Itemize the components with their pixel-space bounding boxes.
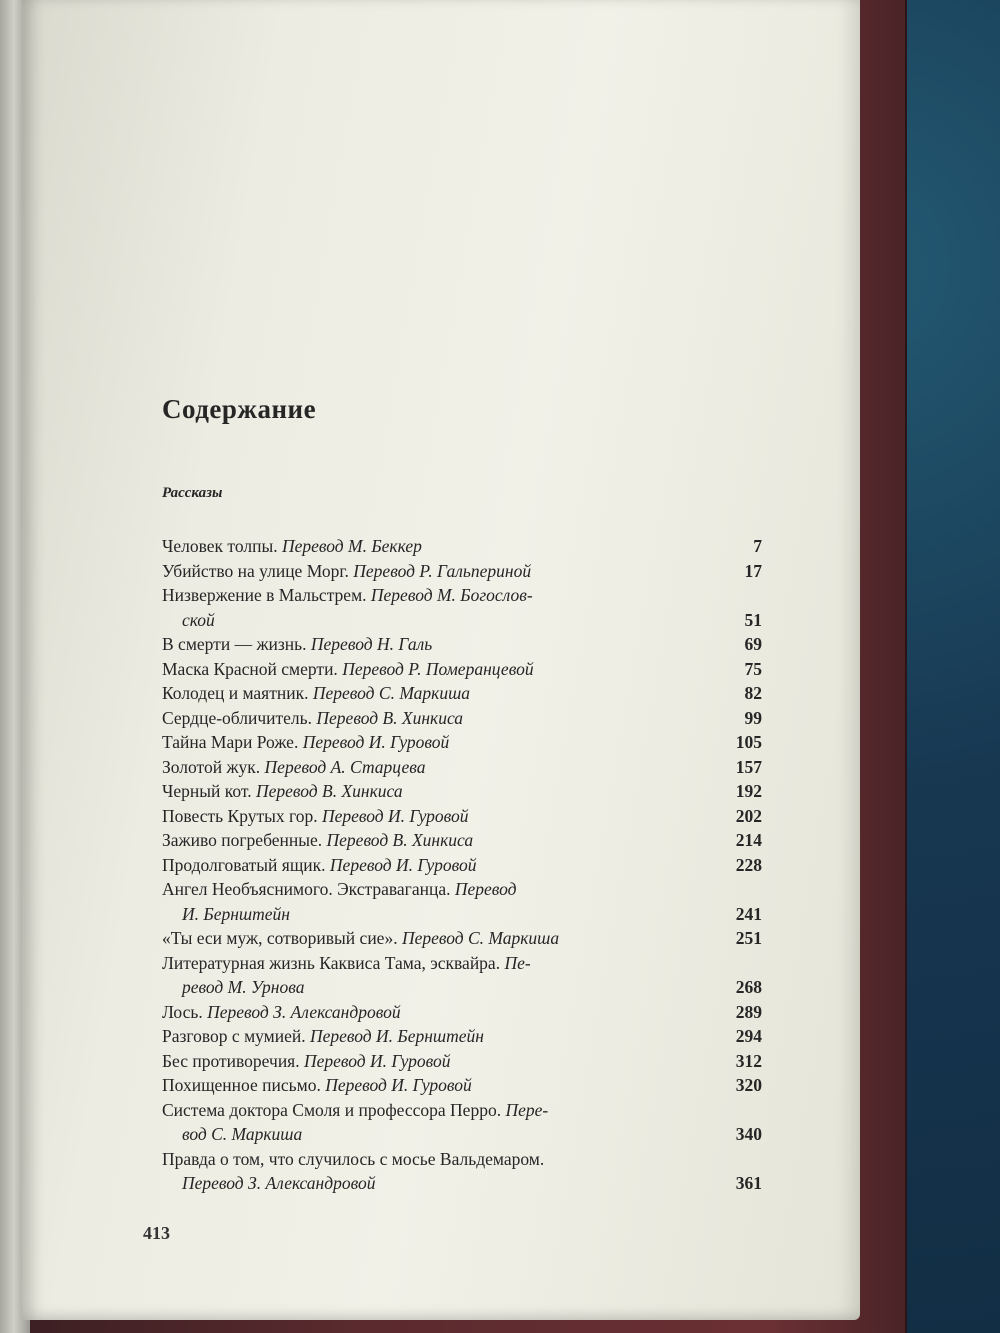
toc-entry-title: Разговор с мумией. — [162, 1026, 306, 1046]
toc-entry-text — [162, 828, 712, 853]
toc-entry — [162, 583, 762, 632]
toc-entry-title: В смерти — жизнь. — [162, 634, 307, 654]
toc-entry — [162, 877, 762, 926]
toc-entry-page: 192 — [735, 781, 762, 801]
toc-entry-title: Черный кот. — [162, 781, 252, 801]
toc-entry-translator: Перевод С. Маркиша — [312, 683, 471, 703]
book-page — [22, 0, 860, 1320]
toc-entry — [162, 853, 762, 878]
toc-entry — [162, 632, 762, 657]
toc-entry — [162, 534, 762, 559]
toc-entry-page: 51 — [744, 609, 762, 630]
toc-entry-continuation: Перевод З. Александровой — [182, 1173, 376, 1193]
section-title: Рассказы — [162, 485, 223, 501]
toc-entry-text — [162, 1098, 712, 1147]
toc-entry-page: 202 — [735, 805, 762, 826]
toc-entry-page: 69 — [744, 634, 762, 654]
toc-entry — [162, 951, 762, 1000]
toc-entry-text — [162, 632, 712, 657]
toc-entry-page: 99 — [744, 707, 762, 728]
toc-entry-text — [162, 804, 712, 829]
toc-entry-title: Золотой жук. — [162, 756, 261, 777]
toc-entry — [162, 706, 762, 731]
toc-entry-page: 340 — [735, 1124, 762, 1144]
toc-entry-text — [162, 730, 712, 755]
toc-entry — [162, 755, 762, 780]
toc-entry-continuation: И. Бернштейн — [182, 903, 290, 924]
toc-entry-text — [162, 657, 712, 682]
toc-entry-page: 157 — [735, 756, 762, 777]
toc-entry-translator: Перевод С. Маркиша — [401, 928, 560, 948]
toc-entry-page: 214 — [735, 830, 762, 850]
toc-entry-translator: Перевод В. Хинкиса — [255, 781, 403, 801]
toc-entry-title: Убийство на улице Морг. — [162, 560, 349, 581]
toc-entry-text — [162, 583, 712, 632]
toc-entry-title: Лось. — [162, 1001, 203, 1022]
toc-entry-page: 241 — [735, 903, 762, 924]
toc-entry-page: 312 — [735, 1050, 762, 1071]
toc-entry-translator: Перевод М. Богослов- — [370, 585, 533, 605]
toc-entry-continuation: вод С. Маркиша — [182, 1124, 303, 1144]
toc-entry-text — [162, 926, 712, 951]
toc-entry-page: 361 — [735, 1173, 762, 1193]
toc-entry-text — [162, 779, 712, 804]
toc-entry — [162, 804, 762, 829]
toc-list — [162, 534, 762, 1196]
toc-entry — [162, 681, 762, 706]
toc-entry-translator: Перевод И. Гуровой — [303, 1050, 451, 1071]
toc-entry-title: «Ты еси муж, сотворивый сие». — [162, 928, 398, 948]
toc-entry-title: Повесть Крутых гор. — [162, 805, 318, 826]
toc-entry-title: Заживо погребенные. — [162, 830, 323, 850]
toc-entry — [162, 926, 762, 951]
toc-entry — [162, 1147, 762, 1196]
toc-entry-translator: Перевод В. Хинкиса — [316, 707, 464, 728]
toc-entry-title: Ангел Необъяснимого. Экстраваганца. — [162, 879, 451, 899]
toc-entry-text — [162, 706, 712, 731]
toc-entry-title: Человек толпы. — [162, 536, 278, 556]
toc-entry — [162, 559, 762, 584]
toc-entry-page: 320 — [735, 1075, 762, 1095]
toc-entry-title: Бес противоречия. — [162, 1050, 300, 1071]
toc-entry-translator: Перевод А. Старцева — [264, 756, 426, 777]
toc-entry-title: Маска Красной смерти. — [162, 658, 338, 679]
toc-entry — [162, 828, 762, 853]
toc-entry-title: Низвержение в Мальстрем. — [162, 585, 367, 605]
toc-entry-page: 251 — [735, 928, 762, 948]
toc-entry-translator: Перевод И. Бернштейн — [309, 1026, 484, 1046]
toc-entry-title: Система доктора Смоля и профессора Перро. — [162, 1099, 502, 1120]
page-number: 413 — [143, 1223, 170, 1243]
toc-entry-continuation: ревод М. Урнова — [182, 977, 305, 997]
toc-entry-page: 294 — [735, 1026, 762, 1046]
toc-entry — [162, 1024, 762, 1049]
toc-entry-text — [162, 1024, 712, 1049]
toc-entry — [162, 1049, 762, 1074]
toc-entry-page: 75 — [744, 658, 762, 679]
toc-entry-translator: Перевод И. Гуровой — [329, 854, 477, 875]
toc-entry-text — [162, 1000, 712, 1025]
toc-entry-translator: Перевод И. Гуровой — [325, 1075, 472, 1095]
toc-entry-text — [162, 1049, 712, 1074]
toc-entry-translator: Пе- — [504, 952, 531, 973]
toc-entry-title: Литературная жизнь Каквиса Тама, эсквайра. — [162, 952, 501, 973]
toc-entry-text — [162, 534, 712, 559]
toc-entry — [162, 730, 762, 755]
toc-entry — [162, 1098, 762, 1147]
toc-entry-page: 17 — [744, 560, 762, 581]
toc-entry-text — [162, 559, 712, 584]
toc-entry — [162, 1073, 762, 1098]
toc-entry-translator: Перевод Р. Померанцевой — [342, 658, 534, 679]
toc-entry-title: Тайна Мари Роже. — [162, 732, 299, 752]
toc-entry-translator: Перевод З. Александровой — [207, 1001, 401, 1022]
toc-entry-text — [162, 681, 712, 706]
toc-entry-translator: Перевод М. Беккер — [281, 536, 422, 556]
toc-entry-title: Продолговатый ящик. — [162, 854, 326, 875]
toc-entry-translator: Перевод И. Гуровой — [322, 805, 469, 826]
toc-entry-text — [162, 951, 712, 1000]
toc-entry-text — [162, 1147, 712, 1196]
toc-entry-translator: Пере- — [505, 1099, 549, 1120]
toc-entry-translator: Перевод Н. Галь — [310, 634, 433, 654]
table-of-contents — [162, 394, 762, 1196]
toc-entry — [162, 779, 762, 804]
toc-entry-page: 82 — [744, 683, 762, 703]
toc-entry-continuation: ской — [182, 609, 215, 630]
toc-entry-title: Правда о том, что случилось с мосье Вальдемаром. — [162, 1148, 545, 1169]
toc-entry-translator: Перевод Р. Гальпериной — [353, 560, 532, 581]
toc-entry-page: 7 — [753, 536, 762, 556]
toc-entry-page: 289 — [735, 1001, 762, 1022]
toc-entry-text — [162, 755, 712, 780]
toc-entry-title: Колодец и маятник. — [162, 683, 309, 703]
toc-entry-translator: Перевод И. Гуровой — [302, 732, 450, 752]
toc-entry-page: 268 — [735, 977, 762, 997]
toc-entry-title: Похищенное письмо. — [162, 1075, 321, 1095]
toc-entry-text — [162, 853, 712, 878]
toc-entry — [162, 657, 762, 682]
toc-entry-text — [162, 1073, 712, 1098]
toc-entry-page: 105 — [735, 732, 762, 752]
toc-entry-translator: Перевод — [454, 879, 517, 899]
toc-entry-page: 228 — [735, 854, 762, 875]
toc-entry-translator: Перевод В. Хинкиса — [326, 830, 474, 850]
toc-heading: Содержание — [162, 394, 317, 424]
toc-entry-text — [162, 877, 712, 926]
toc-entry-title: Сердце-обличитель. — [162, 707, 313, 728]
toc-entry — [162, 1000, 762, 1025]
